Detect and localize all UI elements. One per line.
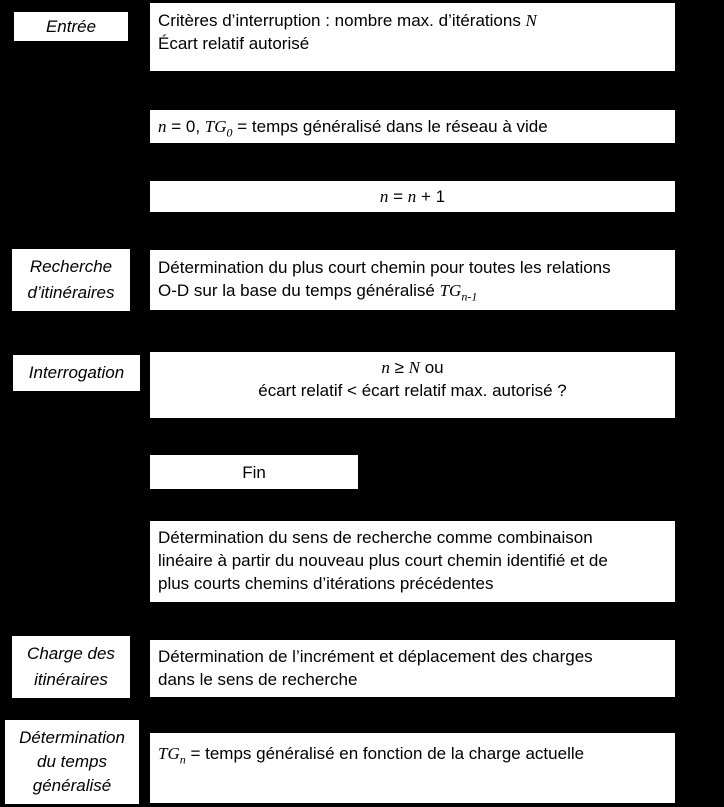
var-TGn-1-subscript: n-1: [461, 289, 478, 304]
box-fin: [150, 455, 358, 489]
recherche-line-2: [158, 279, 667, 302]
box-increment: [150, 181, 675, 212]
recherche-line-1: Détermination du plus court chemin pour toutes les relations: [158, 258, 611, 277]
label-determination-line-3: généralisé: [32, 776, 112, 795]
var-n: n: [158, 117, 167, 136]
var-n-right: n: [407, 187, 417, 206]
label-box-charge-itineraires: [12, 636, 130, 698]
label-determination-line-1: Détermination: [19, 728, 125, 747]
ou-text: ou: [419, 358, 444, 377]
label-recherche-line-2: d’itinéraires: [27, 283, 115, 302]
box-interrogation-condition: [150, 352, 675, 418]
box-sens-de-recherche: [150, 521, 675, 602]
initialisation-line: [158, 115, 548, 138]
recherche-line2-text: O-D sur la base du temps généralisé: [158, 281, 440, 300]
sens-line-1: Détermination du sens de recherche comme combinaison: [158, 528, 593, 547]
criteres-line-2: Écart relatif autorisé: [158, 34, 310, 53]
label-charge-line-2: itinéraires: [34, 670, 108, 689]
var-TGn-subscript: n: [179, 752, 186, 767]
label-entree-text: Entrée: [45, 16, 97, 36]
var-TGn: TG: [158, 744, 180, 763]
var-N-cond: N: [408, 358, 420, 377]
criteres-line1-text: Critères d’interruption : nombre max. d’itérations: [158, 11, 526, 30]
sens-line-2: linéaire à partir du nouveau plus court chemin identifié et de: [158, 551, 608, 570]
eq-zero-text: = 0,: [166, 117, 205, 136]
criteres-line-1: [158, 9, 667, 32]
sens-line-3: plus courts chemins d’itérations précédentes: [158, 574, 494, 593]
eq-text: =: [388, 187, 408, 206]
label-box-determination-temps: [5, 720, 139, 804]
var-N: N: [525, 11, 537, 30]
fin-text: Fin: [242, 462, 266, 482]
var-n-left: n: [379, 187, 389, 206]
label-box-recherche-itineraires: [12, 249, 130, 311]
var-TGn-1: TG: [439, 281, 462, 300]
var-n-cond: n: [381, 358, 390, 377]
box-initialisation: [150, 110, 675, 143]
label-charge-line-1: Charge des: [27, 644, 115, 663]
label-determination-line-2: du temps: [37, 752, 107, 771]
box-increment-deplacement: [150, 640, 675, 697]
plus-one-text: + 1: [416, 187, 446, 206]
interrogation-line-2: écart relatif < écart relatif max. autorisé ?: [258, 381, 567, 400]
label-box-interrogation: [13, 355, 140, 391]
label-interrogation-text: Interrogation: [28, 363, 125, 382]
charge-line-1: Détermination de l’incrément et déplacement des charges: [158, 647, 593, 666]
var-TG0-subscript: 0: [226, 125, 233, 140]
label-box-entree: [14, 12, 128, 41]
var-TG0: TG: [204, 117, 227, 136]
initialisation-rest-text: = temps généralisé dans le réseau à vide: [232, 117, 548, 136]
temps-rest-text: = temps généralisé en fonction de la charge actuelle: [185, 744, 585, 763]
increment-line: [380, 185, 445, 208]
geq-symbol: ≥: [389, 358, 409, 377]
interrogation-line-1: [158, 356, 667, 379]
charge-line-2: dans le sens de recherche: [158, 670, 358, 689]
temps-line: [158, 742, 667, 765]
label-recherche-line-1: Recherche: [29, 257, 113, 276]
box-plus-court-chemin: [150, 250, 675, 310]
box-temps-generalise: [150, 733, 675, 803]
box-criteres-interruption: [150, 3, 675, 71]
